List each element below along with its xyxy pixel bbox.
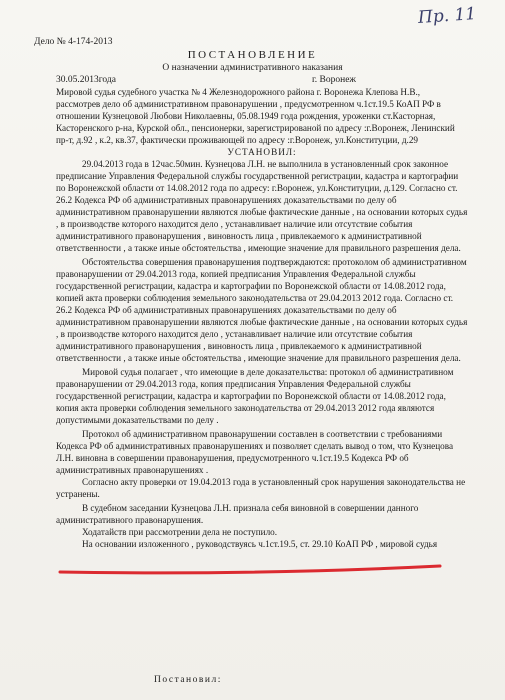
paragraph-violation: 29.04.2013 года в 12час.50мин. Кузнецова Л.Н. не выполнила в установленный срок законное предписание Управления Федеральной службы государственной регистрации, кадастра и картографии по Воронежской области от 14.08.2012 года по адресу: г.Воронеж, ул.Конституции, д.129. Согласно ст. 26.2 Кодекса РФ об административных правонарушениях доказательствами по делу об административном правонарушении являются любые фактические данные , на основании которых судья , в производстве которого находится дело , устанавливает наличие или отсутствие события административного правонарушения , виновность лица , привлекаемого к административной ответственности , а также иные обстоятельства , имеющие значение для правильного разрешения дела. — [56, 159, 468, 253]
paragraph-grounds: На основании изложенного , руководствуясь ч.1ст.19.5, ст. 29.10 КоАП РФ , мировой судья — [82, 539, 438, 549]
paragraph-inspection: Согласно акту проверки от 19.04.2013 года в установленный срок нарушения законодательства не устранены. — [56, 477, 466, 499]
document-subtitle: О назначении административного наказания — [162, 63, 343, 73]
document-body — [56, 86, 468, 550]
dateline — [56, 75, 356, 85]
red-marker-stroke — [60, 566, 440, 573]
paragraph-judge: Мировой судья судебного участка № 4 Железнодорожного района г. Воронежа Клепова Н.В., — [56, 87, 421, 97]
document-city: г. Воронеж — [311, 75, 356, 85]
heading-established: УСТАНОВИЛ: — [227, 147, 297, 157]
document-title: ПОСТАНОВЛЕНИЕ — [187, 49, 318, 61]
paragraph-evidence: Мировой судья полагает , что имеющие в деле доказательства: протокол об административном правонарушении от 29.04.2013 года, копия предписания Управления Федеральной службы государственной регистрации, кадастра и картографии по Воронежской области от 14.08.2012 года, копия акта проверки соблюдения земельного законодательства от 29.04.2013 2012 года являются допустимыми доказательствами по делу . — [56, 367, 454, 425]
paragraph-case-details: рассмотрев дело об административном правонарушении , предусмотренном ч.1ст.19.5 КоАП РФ в отношении Кузнецовой Любови Николаевны, 05.08.1949 года рождения, уроженки ст.Касторная, Касторенского р-на, Курской обл., пенсионерки, зарегистрированой по адресу :г.Воронеж, Ленинский пр-т, д.92 , к.2, кв.37, фактически проживающей по адресу :г.Воронеж, ул.Конституции, д.29 — [56, 99, 455, 145]
heading-resolved: Постановил: — [154, 675, 222, 685]
paragraph-petitions: Ходатайств при рассмотрении дела не поступило. — [82, 527, 278, 537]
paragraph-admission: В судебном заседании Кузнецова Л.Н. признала себя виновной в совершении данного административного правонарушения. — [56, 503, 419, 525]
handwritten-note: Пр. 11 — [417, 3, 477, 29]
document-date: 30.05.2013года — [56, 75, 116, 85]
paragraph-protocol: Протокол об административном правонарушении составлен в соответствии с требованиями Кодекса РФ об административных правонарушениях и позволяет сделать вывод о том, что Кузнецова Л.Н. виновна в совершении правонарушения, предусмотренного ч.1ст.19.5 Кодекса РФ об административных правонарушениях . — [56, 429, 454, 475]
case-number: Дело № 4-174-2013 — [34, 37, 113, 47]
paragraph-circumstances: Обстоятельства совершения правонарушения подтверждаются: протоколом об административном правонарушении от 29.04.2013 года, копией предписания Управления Федеральной службы государственной регистрации, кадастра и картографии по Воронежской области от 14.08.2012 года, копией акта проверки соблюдения земельного законодательства от 29.04.2013 2012 года. Согласно ст. 26.2 Кодекса РФ об административных правонарушениях доказательствами по делу об административном правонарушении являются любые фактические данные , на основании которых судья , в производстве которого находится дело , устанавливает наличие или отсутствие события административного правонарушения , виновность лица , привлекаемого к административной ответственности , а также иные обстоятельства , имеющие значение для правильного разрешения дела. — [56, 257, 468, 363]
